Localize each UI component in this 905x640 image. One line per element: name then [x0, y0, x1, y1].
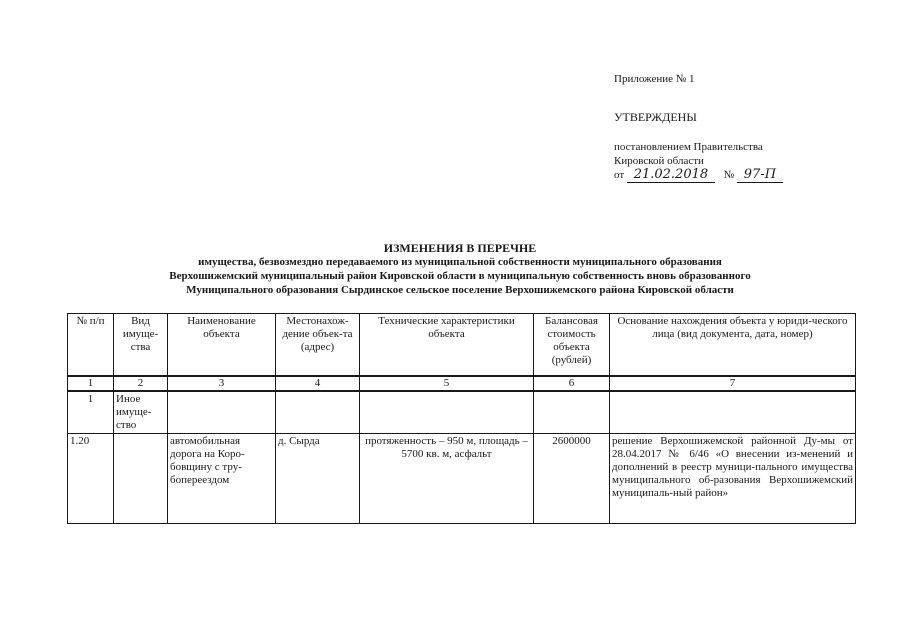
- row-value: 2600000: [534, 433, 610, 523]
- header-basis: Основание нахождения объекта у юриди-ческого лица (вид документа, дата, номер): [610, 314, 856, 376]
- header-name: Наименование объекта: [168, 314, 276, 376]
- title-line-2: Верхошижемский муниципальный район Кировской области в муниципальную собственность вновь образованного: [169, 270, 751, 282]
- row-num: 1.20: [68, 433, 114, 523]
- group-empty: [360, 391, 534, 434]
- document-title: [60, 241, 860, 297]
- col-number: 4: [276, 376, 360, 391]
- group-empty: [168, 391, 276, 434]
- group-row: [68, 391, 856, 434]
- col-number: 3: [168, 376, 276, 391]
- date-number-line: [614, 168, 874, 183]
- col-number: 1: [68, 376, 114, 391]
- row-address: д. Сырда: [276, 433, 360, 523]
- header-num: № п/п: [68, 314, 114, 376]
- group-num: 1: [68, 391, 114, 434]
- column-number-row: [68, 376, 856, 391]
- row-name: автомобильная дорога на Коро-бовщину с тру-бопереездом: [168, 433, 276, 523]
- col-number: 7: [610, 376, 856, 391]
- col-number: 2: [114, 376, 168, 391]
- col-number: 6: [534, 376, 610, 391]
- group-type: Иное имуще-ство: [114, 391, 168, 434]
- title-main: ИЗМЕНЕНИЯ В ПЕРЕЧНЕ: [383, 241, 537, 255]
- number-prefix: №: [723, 169, 735, 181]
- table-header-row: [68, 314, 856, 376]
- header-tech: Технические характеристики объекта: [360, 314, 534, 376]
- handwritten-date: 21.02.2018: [627, 168, 715, 183]
- title-line-3: Муниципального образования Сырдинское сельское поселение Верхошижемского района Кировской области: [186, 284, 734, 296]
- approval-block: [614, 72, 874, 183]
- table-row: [68, 433, 856, 523]
- date-prefix: от: [614, 169, 625, 181]
- group-empty: [610, 391, 856, 434]
- property-table: [67, 313, 856, 524]
- row-basis: решение Верхошижемской районной Ду-мы от 28.04.2017 № 6/46 «О внесении из-менений и дополнений в реестр муници-пального имущества муниципального об-разования Верхошижемский муниципаль-ный район»: [610, 433, 856, 523]
- handwritten-number: 97-П: [737, 168, 783, 183]
- col-number: 5: [360, 376, 534, 391]
- resolution-line-1: постановлением Правительства: [614, 141, 763, 153]
- group-empty: [534, 391, 610, 434]
- appendix-label: Приложение № 1: [614, 73, 695, 85]
- title-line-1: имущества, безвозмездно передаваемого из муниципальной собственности муниципального образования: [198, 256, 722, 268]
- header-address: Местонахож-дение объек-та (адрес): [276, 314, 360, 376]
- group-empty: [276, 391, 360, 434]
- approved-heading: УТВЕРЖДЕНЫ: [614, 110, 697, 124]
- row-type: [114, 433, 168, 523]
- header-value: Балансовая стоимость объекта (рублей): [534, 314, 610, 376]
- resolution-line-2: Кировской области: [614, 155, 704, 167]
- row-tech: протяженность – 950 м, площадь – 5700 кв. м, асфальт: [360, 433, 534, 523]
- header-type: Вид имуще-ства: [114, 314, 168, 376]
